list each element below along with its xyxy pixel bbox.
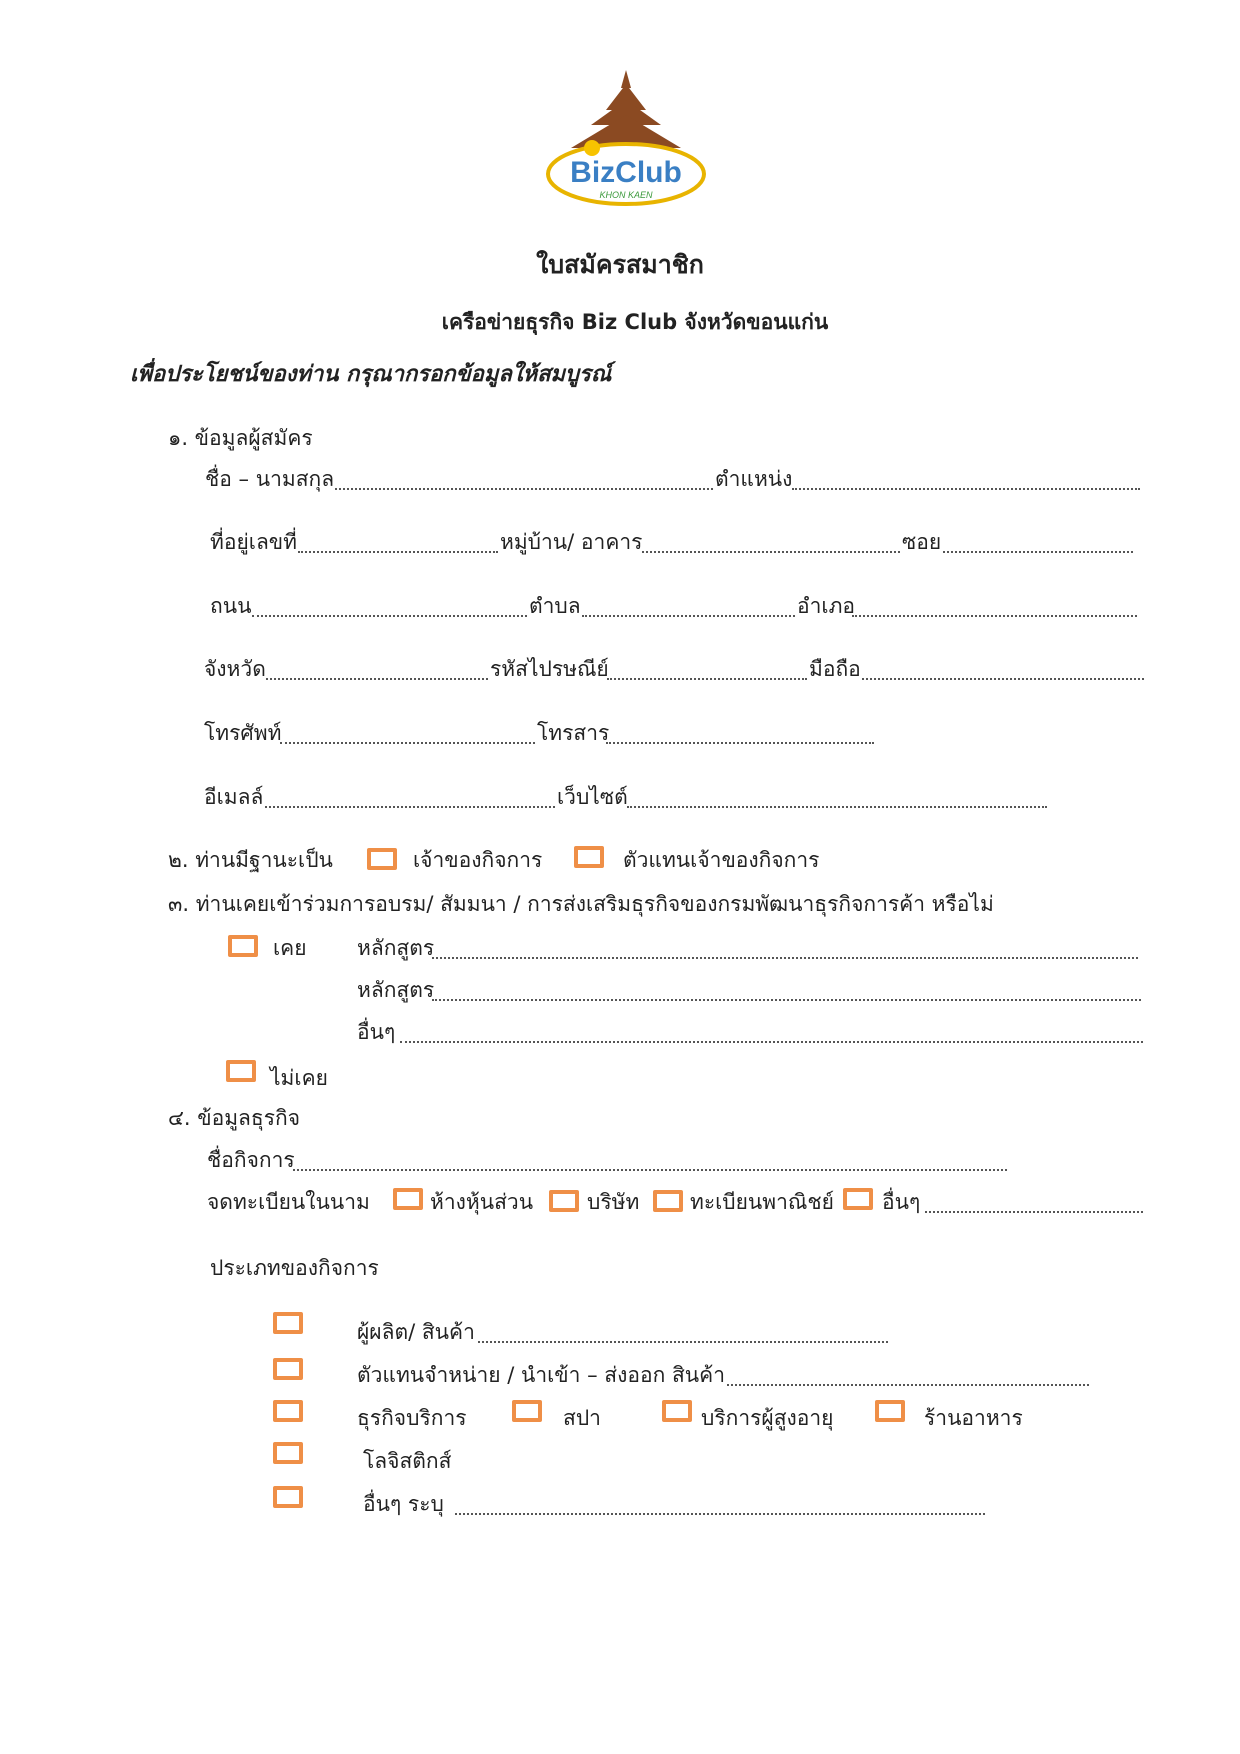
course2-field[interactable] bbox=[432, 999, 1141, 1001]
website-label: เว็บไซต์ bbox=[557, 785, 628, 809]
subdistrict-field[interactable] bbox=[582, 615, 795, 617]
road-field[interactable] bbox=[252, 615, 527, 617]
soi-field[interactable] bbox=[943, 551, 1133, 553]
agent-label: ตัวแทนเจ้าของกิจการ bbox=[623, 848, 820, 872]
course1-field[interactable] bbox=[432, 957, 1138, 959]
mobile-label: มือถือ bbox=[809, 657, 861, 681]
reg-partnership-label: ห้างหุ้นส่วน bbox=[430, 1190, 534, 1214]
logo-text: BizClub bbox=[570, 156, 682, 189]
attended-no-checkbox[interactable] bbox=[226, 1060, 256, 1082]
owner-label: เจ้าของกิจการ bbox=[413, 848, 543, 872]
reg-commercial-checkbox[interactable] bbox=[653, 1190, 683, 1212]
business-name-label: ชื่อกิจการ bbox=[207, 1148, 295, 1172]
course1-label: หลักสูตร bbox=[357, 936, 435, 960]
province-field[interactable] bbox=[266, 678, 488, 680]
postcode-label: รหัสไปรษณีย์ bbox=[490, 657, 609, 681]
mobile-field[interactable] bbox=[862, 678, 1144, 680]
svc-restaurant-checkbox[interactable] bbox=[875, 1400, 905, 1422]
type-distributor-label: ตัวแทนจำหน่าย / นำเข้า – ส่งออก สินค้า bbox=[357, 1363, 726, 1387]
reg-commercial-label: ทะเบียนพาณิชย์ bbox=[690, 1190, 834, 1214]
other-course-field[interactable] bbox=[400, 1041, 1143, 1043]
name-label: ชื่อ – นามสกุล bbox=[205, 467, 335, 491]
reg-partnership-checkbox[interactable] bbox=[393, 1188, 423, 1210]
svc-elderly-checkbox[interactable] bbox=[662, 1400, 692, 1422]
type-distributor-checkbox[interactable] bbox=[273, 1358, 303, 1380]
type-logistics-checkbox[interactable] bbox=[273, 1442, 303, 1464]
subdistrict-label: ตำบล bbox=[529, 594, 581, 618]
province-label: จังหวัด bbox=[204, 657, 266, 681]
type-manufacturer-label: ผู้ผลิต/ สินค้า bbox=[357, 1320, 475, 1344]
fax-label: โทรสาร bbox=[537, 721, 610, 745]
section2-heading: ๒. ท่านมีฐานะเป็น bbox=[168, 848, 333, 872]
attended-yes-checkbox[interactable] bbox=[228, 935, 258, 957]
fax-field[interactable] bbox=[606, 742, 874, 744]
type-manufacturer-field[interactable] bbox=[478, 1341, 888, 1343]
reg-company-label: บริษัท bbox=[587, 1190, 640, 1214]
svc-spa-label: สปา bbox=[563, 1406, 601, 1430]
phone-field[interactable] bbox=[280, 742, 535, 744]
bizclub-logo bbox=[536, 70, 716, 210]
village-label: หมู่บ้าน/ อาคาร bbox=[500, 530, 643, 554]
section4-heading: ๔. ข้อมูลธุรกิจ bbox=[168, 1106, 301, 1130]
reg-company-checkbox[interactable] bbox=[549, 1190, 579, 1212]
type-other-checkbox[interactable] bbox=[273, 1486, 303, 1508]
agent-checkbox[interactable] bbox=[574, 846, 604, 868]
address-label: ที่อยู่เลขที่ bbox=[210, 530, 298, 554]
section3-heading: ๓. ท่านเคยเข้าร่วมการอบรม/ สัมมนา / การส่งเสริมธุรกิจของกรมพัฒนาธุรกิจการค้า หรือไม่ bbox=[168, 892, 994, 916]
email-label: อีเมลล์ bbox=[204, 785, 264, 809]
course2-label: หลักสูตร bbox=[357, 978, 435, 1002]
type-other-label: อื่นๆ ระบุ bbox=[363, 1492, 444, 1516]
type-manufacturer-checkbox[interactable] bbox=[273, 1312, 303, 1334]
intro-text: เพื่อประโยชน์ของท่าน กรุณากรอกข้อมูลให้สมบูรณ์ bbox=[130, 362, 612, 387]
attended-yes-label: เคย bbox=[273, 936, 307, 960]
address-field[interactable] bbox=[298, 551, 498, 553]
svc-spa-checkbox[interactable] bbox=[512, 1400, 542, 1422]
type-distributor-field[interactable] bbox=[727, 1384, 1089, 1386]
registered-as-label: จดทะเบียนในนาม bbox=[207, 1190, 370, 1214]
website-field[interactable] bbox=[627, 806, 1047, 808]
position-field[interactable] bbox=[792, 488, 1140, 490]
business-name-field[interactable] bbox=[293, 1169, 1007, 1171]
postcode-field[interactable] bbox=[607, 678, 807, 680]
type-service-checkbox[interactable] bbox=[273, 1400, 303, 1422]
reg-other-field[interactable] bbox=[925, 1211, 1143, 1213]
logo-subtext: KHON KAEN bbox=[599, 190, 653, 200]
svc-elderly-label: บริการผู้สูงอายุ bbox=[701, 1406, 834, 1430]
page-title: ใบสมัครสมาชิก bbox=[536, 250, 704, 279]
reg-other-label: อื่นๆ bbox=[882, 1190, 921, 1214]
page-subtitle: เครือข่ายธุรกิจ Biz Club จังหวัดขอนแก่น bbox=[441, 310, 829, 334]
owner-checkbox[interactable] bbox=[367, 848, 397, 870]
email-field[interactable] bbox=[265, 806, 555, 808]
type-other-field[interactable] bbox=[455, 1513, 985, 1515]
village-field[interactable] bbox=[642, 551, 900, 553]
soi-label: ซอย bbox=[902, 530, 942, 554]
attended-no-label: ไม่เคย bbox=[270, 1066, 328, 1090]
road-label: ถนน bbox=[210, 594, 252, 618]
section1-heading: ๑. ข้อมูลผู้สมัคร bbox=[168, 426, 313, 450]
type-service-label: ธุรกิจบริการ bbox=[357, 1406, 467, 1430]
svc-restaurant-label: ร้านอาหาร bbox=[924, 1406, 1023, 1430]
district-field[interactable] bbox=[852, 615, 1137, 617]
other-course-label: อื่นๆ bbox=[357, 1020, 396, 1044]
district-label: อำเภอ bbox=[797, 594, 856, 618]
reg-other-checkbox[interactable] bbox=[843, 1188, 873, 1210]
phone-label: โทรศัพท์ bbox=[204, 721, 282, 745]
type-logistics-label: โลจิสติกส์ bbox=[363, 1449, 452, 1473]
position-label: ตำแหน่ง bbox=[715, 467, 793, 491]
name-field[interactable] bbox=[335, 488, 713, 490]
business-type-heading: ประเภทของกิจการ bbox=[210, 1256, 379, 1280]
